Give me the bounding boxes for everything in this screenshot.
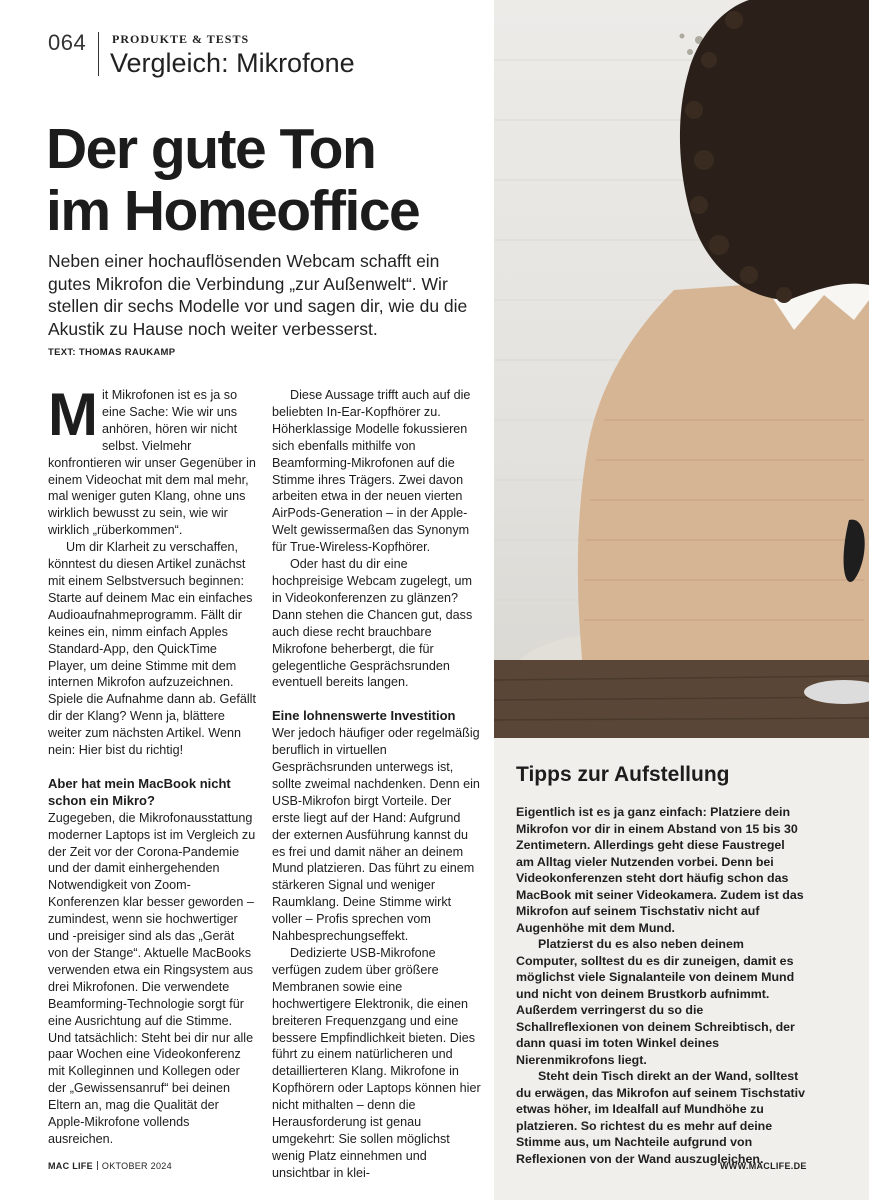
section-title: Vergleich: Mikrofone <box>110 48 355 78</box>
paragraph-text: it Mikrofonen ist es ja so eine Sache: Wie wir uns anhören, hören wir nicht selbst. Vielmehr konfrontieren wir unser Gegenüber in einem Videochat mit dem mal mehr, mal weniger guten Klang, ohne uns wirklich bewusst zu sein, wie wir wirklich „rüberkommen“. <box>48 388 256 538</box>
headline-line-2: im Homeoffice <box>46 179 420 243</box>
paragraph: Dedizierte USB-Mikrofone verfügen zudem über größere Membranen sowie eine hochwertigere Elektronik, die einen breiteren Frequenzgang und eine bessere Empfindlichkeit bieten. Dies führt zu einem natürlicheren und detaillierteren Klang. Mikrofone in Kopfhörern oder Laptops können hier nicht mithalten – denn die Herausforderung ist genau umgekehrt: Sie sollen möglichst wenig Platz einnehmen und unsichtbar in klei- <box>272 946 481 1180</box>
tips-title: Tipps zur Aufstellung <box>516 763 730 786</box>
paragraph: Zugegeben, die Mikrofonausstattung moderner Laptops ist im Vergleich zu der Zeit vor der Corona-Pandemie und der damit einhergehenden Notwendigkeit von Zoom-Konferenzen klar besser geworden – zumindest, wenn sie hochwertiger und -preisiger sind als das „Gerät von der Stange“. Aktuelle MacBooks verwenden etwa ein Ringsystem aus drei Mikrofonen. Die verwendete Beamforming-Technologie sorgt für eine Ausrichtung auf die Stimme. Und tatsächlich: Steht bei dir nur alle paar Wochen eine Videokonferenz mit Kolleginnen und Kollegen oder der „Gewissensanruf“ bei deinen Eltern an, mag die Qualität der Apple-Mikrofone vollends ausreichen. <box>48 810 256 1146</box>
headline-line-1: Der gute Ton <box>46 117 376 181</box>
article-lead: Neben einer hochauflösenden Webcam schafft ein gutes Mikrofon die Verbindung „zur Außenwelt“. Wir stellen dir sechs Modelle vor und sagen dir, wie du die Akustik zu Hause noch weiter verbesserst. <box>48 251 468 339</box>
tips-paragraph: Eigentlich ist es ja ganz einfach: Platziere dein Mikrofon vor dir in einem Abstand von 15 bis 30 Zentimetern. Allerdings geht diese Faustregel am Alltag vieler Nutzenden vorbei. Denn bei Videokonferenzen steht dort häufig schon das MacBook mit seiner Videokamera. Zudem ist das Mikrofon auf seinem Tischstativ nicht auf Augenhöhe mit dem Mund. <box>516 805 804 935</box>
paragraph: Oder hast du dir eine hochpreisige Webcam zugelegt, um in Videokonferenzen zu glänzen? Dann stehen die Chancen gut, dass auch diese recht brauchbare Mikrofone beherbergt, die für gelegentliche Gesprächsrunden eventuell bereits langen. <box>272 557 473 690</box>
paragraph: Wer jedoch häufiger oder regelmäßig beruflich in virtuellen Gesprächsrunden unterwegs ist, sollte zweimal nachdenken. Denn ein USB-Mikrofon birgt Vorteile. Der erste liegt auf der Hand: Aufgrund der externen Ausführung kannst du es frei und damit näher an deinem Mund platzieren. Das führt zu einem stärkeren Signal und weniger Raumklang. Deine Stimme wirkt voller – Profis sprechen vom Nahbesprechungseffekt. <box>272 726 480 944</box>
drop-cap: M <box>48 381 96 448</box>
byline <box>48 347 175 358</box>
hero-photo <box>494 0 869 738</box>
tips-paragraph: Steht dein Tisch direkt an der Wand, solltest du erwägen, das Mikrofon auf seinem Tischstativ etwas höher, im Idealfall auf Mundhöhe zu platzieren. So richtest du es mehr auf deine Stimme aus, um Nachteile aufgrund von Reflexionen von der Wand auszugleichen. <box>516 1069 805 1166</box>
tips-body <box>516 804 806 1167</box>
footer-issue <box>48 1161 172 1171</box>
subheading: Eine lohnenswerte Investition <box>272 708 456 724</box>
footer-url[interactable]: WWW.MACLIFE.DE <box>720 1161 807 1171</box>
text-column-2 <box>272 387 482 1182</box>
byline-author: THOMAS RAUKAMP <box>78 347 176 358</box>
footer-divider <box>97 1161 98 1170</box>
header-divider <box>98 32 99 76</box>
article-headline <box>46 118 476 242</box>
paragraph: Um dir Klarheit zu verschaffen, könntest du diesen Artikel zunächst mit einem Selbstversuch beginnen: Starte auf deinem Mac ein einfaches Audioaufnahmeprogramm. Fällt dir keines ein, nimm einfach Apples Standard-App, den QuickTime Player, um deine Stimme mit dem internen Mikrofon aufzuzeichnen. Spiele die Aufnahme dann ab. Gefällt dir der Klang? Wenn ja, blättere weiter zum nächsten Artikel. Wenn nein: Hier bist du richtig! <box>48 540 256 758</box>
text-column-1 <box>48 381 256 1148</box>
page-number: 064 <box>48 30 87 55</box>
issue-date: OKTOBER 2024 <box>101 1161 172 1171</box>
paragraph <box>48 381 256 539</box>
tips-paragraph: Platzierst du es also neben deinem Computer, solltest du es dir zuneigen, damit es möglichst viele Signalanteile von deinem Mund und nicht von deinem Brustkorb aufnimmt. Außerdem verringerst du so die Schallreflexionen von deinem Schreibtisch, der dann quasi im toten Winkel deines Nierenmikrofons liegt. <box>516 937 795 1067</box>
subheading: Aber hat mein MacBook nicht schon ein Mikro? <box>48 775 231 808</box>
byline-label: TEXT: <box>48 347 79 358</box>
section-kicker: PRODUKTE & TESTS <box>112 32 250 46</box>
photo-illustration <box>494 0 869 738</box>
magazine-name: MAC LIFE <box>48 1161 93 1171</box>
paragraph: Diese Aussage trifft auch auf die beliebten In-Ear-Kopfhörer zu. Höherklassige Modelle fokussieren sich ebenfalls mithilfe von Beamforming-Mikrofonen auf die Stimme ihres Trägers. Zwei davon arbeiten etwa in der neuen vierten AirPods-Generation – in der Apple-Welt gewissermaßen das Synonym für True-Wireless-Kopfhörer. <box>272 388 471 555</box>
